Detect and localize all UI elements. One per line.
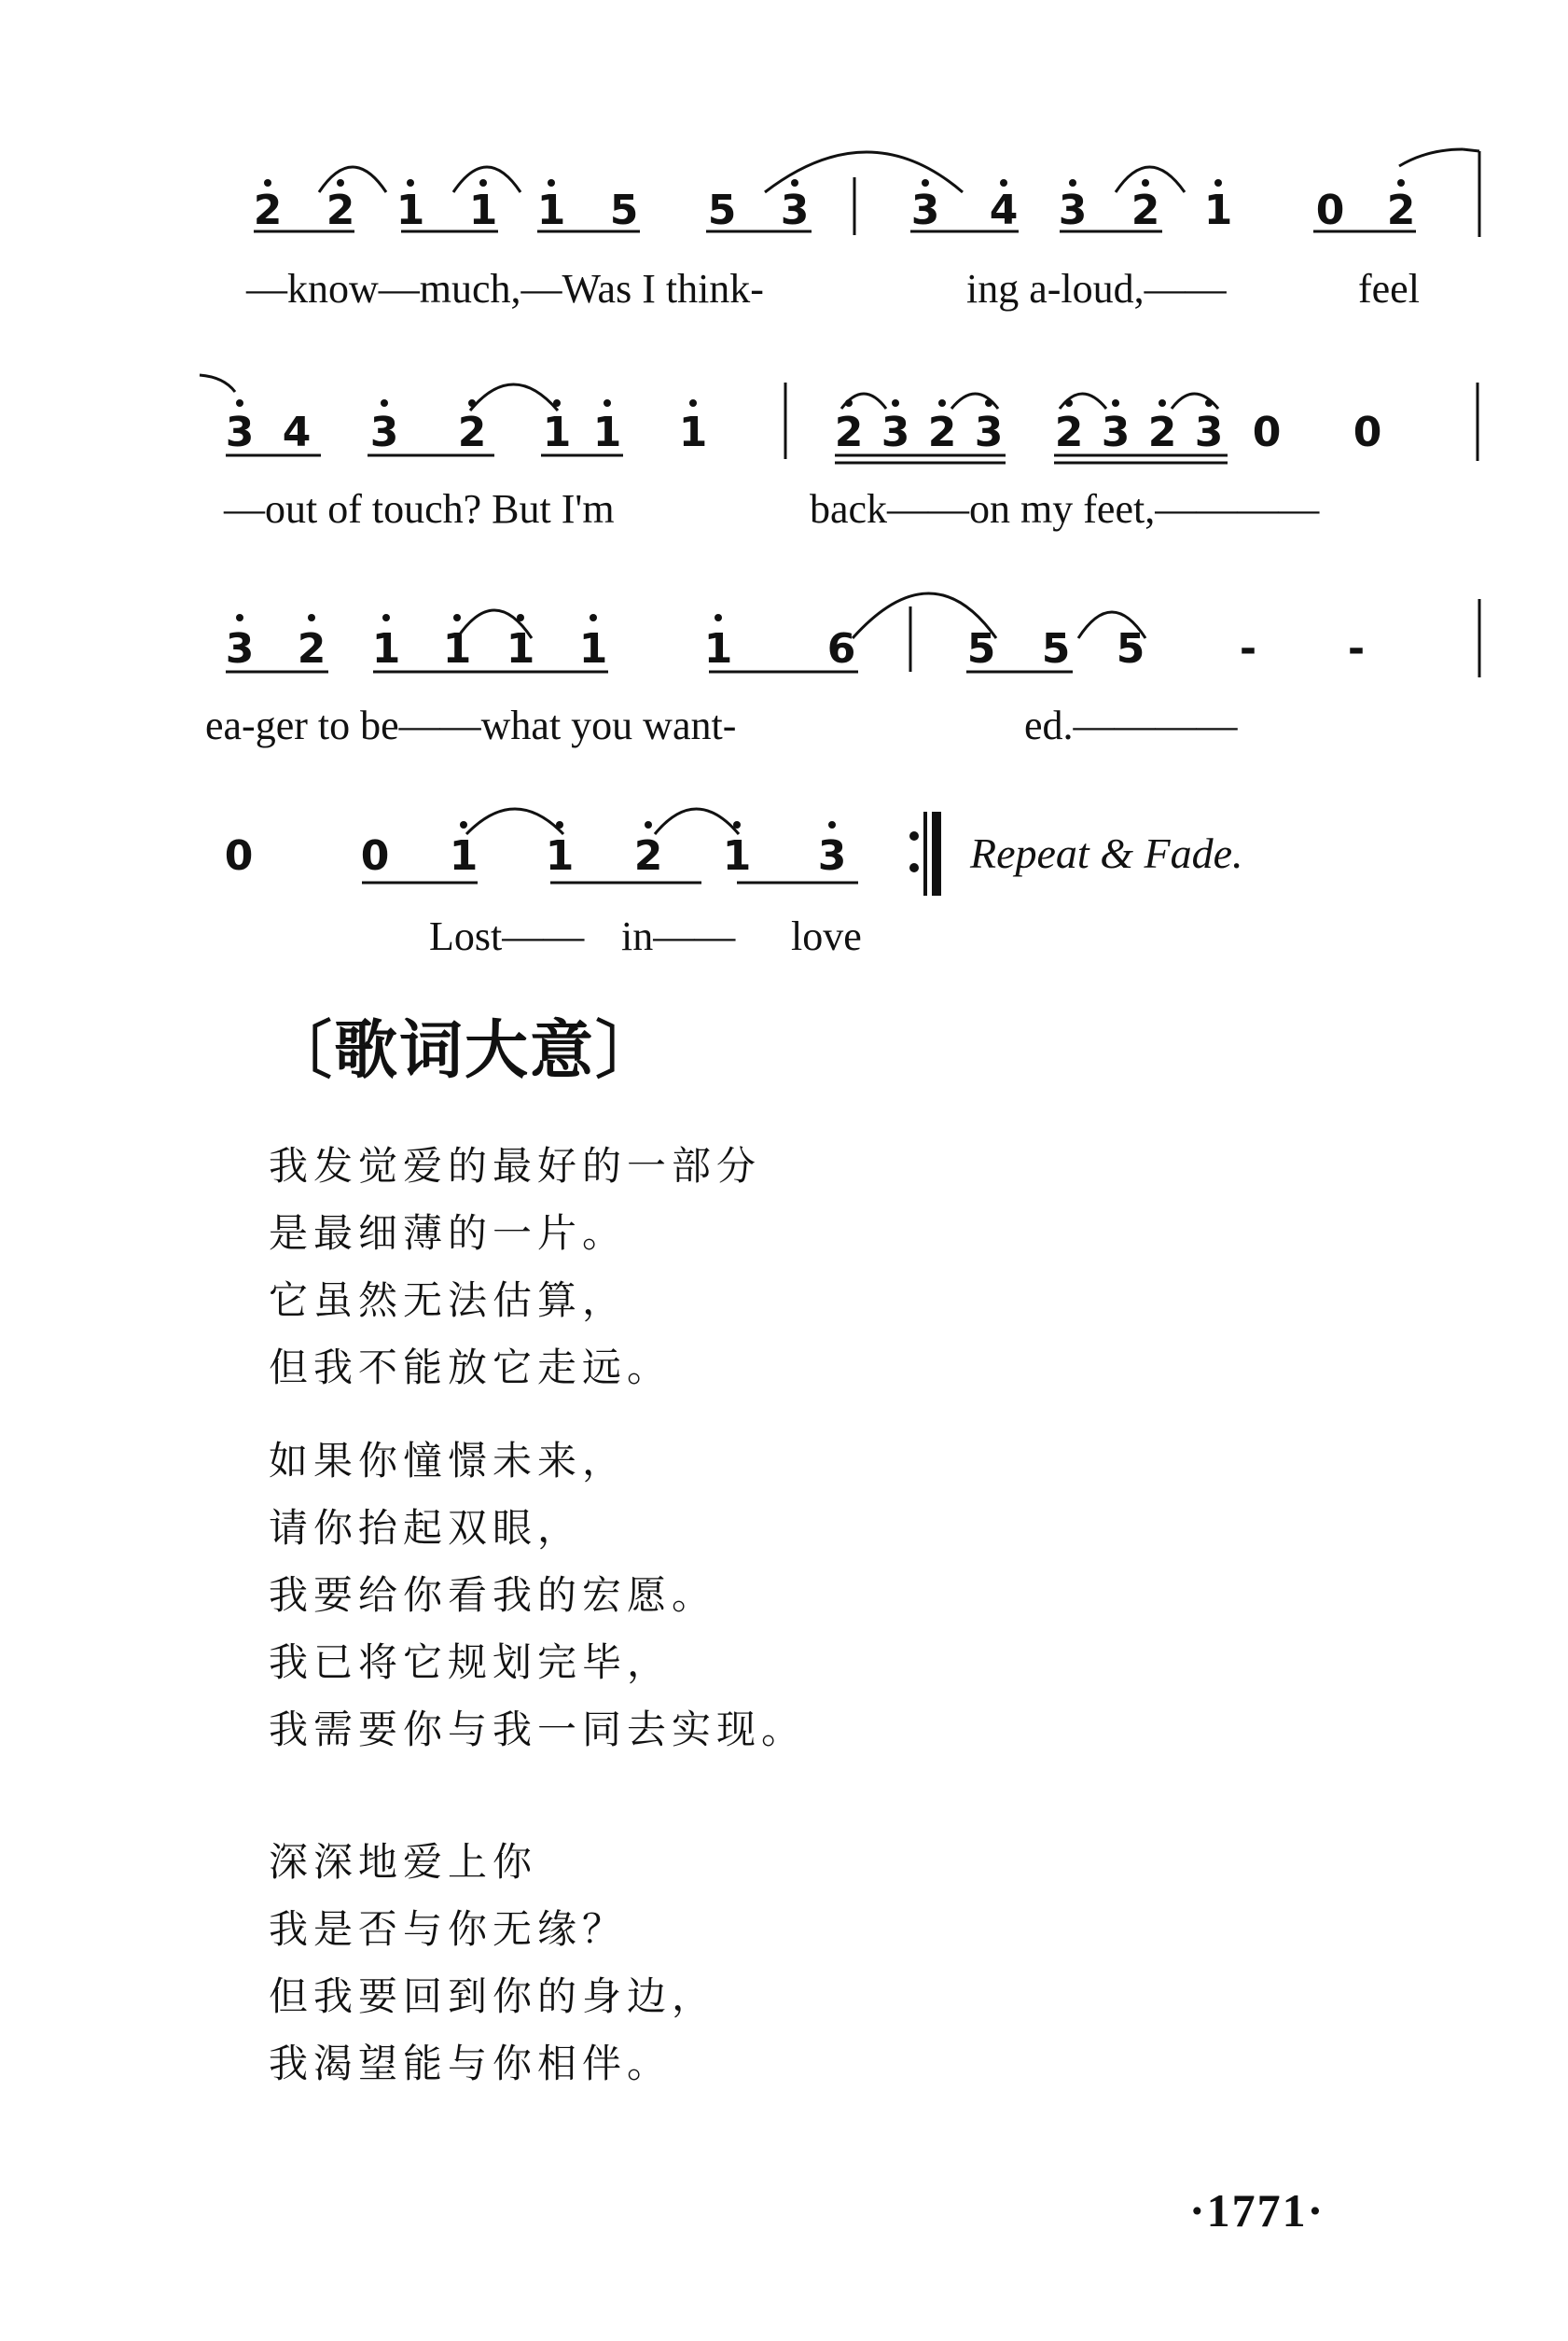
translation-line: 我发觉爱的最好的一部分 bbox=[269, 1143, 762, 1189]
lyric-text: love bbox=[791, 913, 862, 959]
translation-line: 深深地爱上你 bbox=[269, 1839, 538, 1885]
note: 1 bbox=[468, 187, 498, 234]
note: 1 bbox=[722, 832, 752, 880]
note: 3 bbox=[881, 409, 910, 456]
note: 2 bbox=[1147, 409, 1177, 456]
note: 2 bbox=[1386, 187, 1416, 234]
note: 2 bbox=[834, 409, 864, 456]
note: 3 bbox=[1194, 409, 1224, 456]
note: 5 bbox=[966, 625, 996, 673]
note: 2 bbox=[457, 409, 487, 456]
note: 4 bbox=[282, 409, 312, 456]
note: 2 bbox=[927, 409, 957, 456]
translation-line: 如果你憧憬未来， bbox=[269, 1438, 628, 1484]
note: 3 bbox=[225, 409, 255, 456]
note: 1 bbox=[592, 409, 622, 456]
note: 3 bbox=[974, 409, 1004, 456]
translation-stanza bbox=[269, 1133, 761, 1401]
note: 1 bbox=[536, 187, 566, 234]
lyric-text: in—— bbox=[621, 913, 736, 959]
lyric-text: —know—much,—Was I think- bbox=[246, 266, 764, 312]
note: 1 bbox=[395, 187, 425, 234]
note: 3 bbox=[225, 625, 255, 673]
note: 3 bbox=[1058, 187, 1088, 234]
note: 1 bbox=[678, 409, 708, 456]
note: 1 bbox=[506, 625, 535, 673]
note: 3 bbox=[910, 187, 940, 234]
translation-line: 我已将它规划完毕， bbox=[269, 1639, 673, 1685]
note: 0 bbox=[360, 832, 390, 880]
note: 2 bbox=[326, 187, 355, 234]
translation-line: 我需要你与我一同去实现。 bbox=[269, 1707, 807, 1752]
note: 1 bbox=[542, 409, 572, 456]
note: 1 bbox=[442, 625, 472, 673]
note: - bbox=[1239, 625, 1257, 673]
note: 0 bbox=[1353, 409, 1382, 456]
note: 4 bbox=[989, 187, 1019, 234]
note: 2 bbox=[633, 832, 663, 880]
note: 1 bbox=[1203, 187, 1233, 234]
note: 3 bbox=[1101, 409, 1131, 456]
translation-line: 我要给你看我的宏愿。 bbox=[269, 1572, 717, 1618]
lyric-text: ing a-loud,—— bbox=[966, 266, 1227, 312]
note: 3 bbox=[369, 409, 399, 456]
note: 2 bbox=[297, 625, 326, 673]
note: 1 bbox=[703, 625, 733, 673]
repeat-fade-text: Repeat & Fade. bbox=[970, 829, 1243, 877]
note: 5 bbox=[1041, 625, 1071, 673]
translation-line: 但我不能放它走远。 bbox=[269, 1345, 673, 1390]
note: 1 bbox=[578, 625, 608, 673]
translation-line: 但我要回到你的身边， bbox=[269, 1973, 717, 2019]
note: 0 bbox=[1252, 409, 1282, 456]
score-line-1 bbox=[254, 149, 1479, 237]
lyric-text: ea-ger to be——what you want- bbox=[205, 703, 737, 748]
note: 1 bbox=[545, 832, 575, 880]
note: 1 bbox=[449, 832, 479, 880]
translation-line: 请你抬起双眼， bbox=[269, 1505, 583, 1551]
lyric-text: back——on my feet,———— bbox=[810, 486, 1320, 532]
translation-stanza bbox=[269, 1428, 806, 1763]
note: 0 bbox=[224, 832, 254, 880]
lyric-text: feel bbox=[1358, 266, 1420, 312]
lyric-text: ed.———— bbox=[1024, 703, 1238, 748]
translation-stanza bbox=[269, 1829, 716, 2097]
lyric-text: —out of touch? But I'm bbox=[224, 486, 615, 532]
note: 5 bbox=[707, 187, 737, 234]
note: 3 bbox=[780, 187, 810, 234]
note: 2 bbox=[1054, 409, 1084, 456]
note: 5 bbox=[609, 187, 639, 234]
translation-line: 我是否与你无缘？ bbox=[269, 1906, 628, 1952]
note: 1 bbox=[371, 625, 401, 673]
lyrics-meaning-heading: 〔歌词大意〕 bbox=[269, 1014, 661, 1088]
note: 0 bbox=[1315, 187, 1345, 234]
translation-line: 我渴望能与你相伴。 bbox=[269, 2041, 673, 2086]
note: 6 bbox=[826, 625, 856, 673]
lyric-text: Lost—— bbox=[429, 913, 585, 959]
note: 2 bbox=[1131, 187, 1160, 234]
translation-line: 它虽然无法估算， bbox=[269, 1277, 628, 1323]
page-number: ·1771· bbox=[1189, 2184, 1325, 2236]
note: 5 bbox=[1116, 625, 1145, 673]
note: - bbox=[1347, 625, 1366, 673]
note: 2 bbox=[253, 187, 283, 234]
note: 3 bbox=[817, 832, 847, 880]
music-score bbox=[0, 0, 1568, 970]
translation-line: 是最细薄的一片。 bbox=[269, 1210, 628, 1256]
